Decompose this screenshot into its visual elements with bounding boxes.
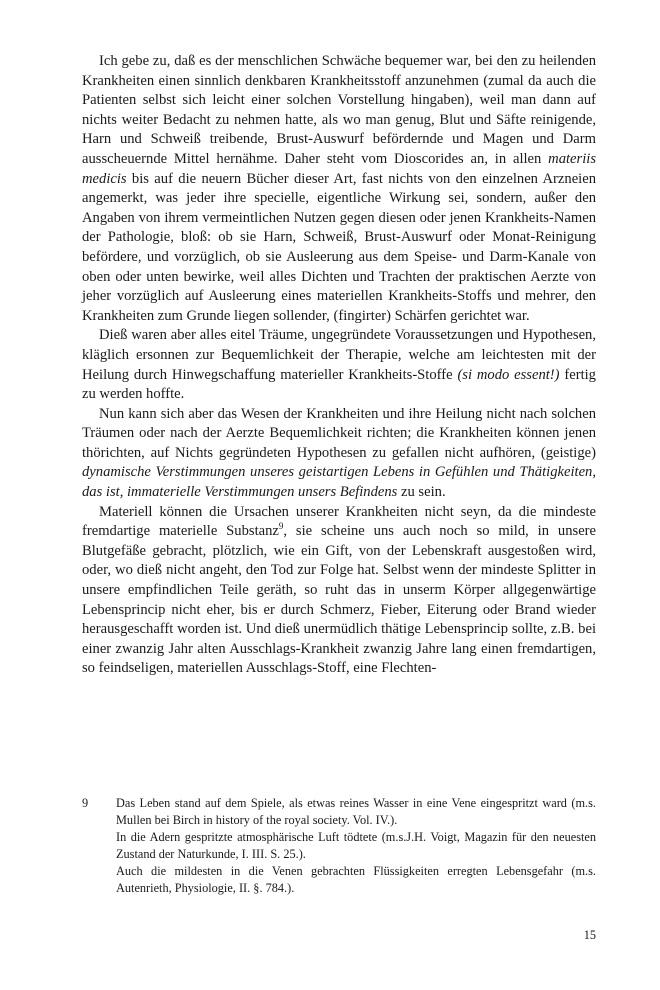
footnote-line-1: Das Leben stand auf dem Spiele, als etwas reines Wasser in eine Vene eingespritzt ward (m.s. Mullen bei Birch in history of the royal society. Vol. IV.). [116, 796, 596, 827]
page-number: 15 [583, 928, 596, 942]
paragraph-4-text-b: , sie scheine uns auch noch so mild, in unsere Blutgefäße gebracht, plötzlich, wie ein Gift, von der Lebenskraft ausgestoßen wird, oder, wo dieß nicht angeht, den Tod zur Folge hat. Selbst wenn der mindeste Splitter in unsere empfindlichen Teile geräth, so ruht das in unserm Körper allgegenwärtige Lebensprincip nicht eher, bis er durch Schmerz, Fieber, Eiterung oder Brand wieder herausgeschafft worden ist. Und dieß unermüdlich thätige Lebensprincip sollte, z.B. bei einer zwanzig Jahr alten Ausschlags-Krankheit zwanzig Jahre lang einen fremdartigen, so feindseligen, materiellen Ausschlags-Stoff, eine Flechten- [82, 523, 597, 677]
footnote-9 [82, 795, 596, 897]
paragraph-2 [82, 326, 596, 404]
paragraph-2-italic: (si modo essent!) [457, 366, 560, 383]
paragraph-3-italic: dynamische Verstimmungen unseres geistartigen Lebens in Gefühlen und Thätigkeiten, das ist, immaterielle Verstimmungen unsers Befindens [82, 464, 596, 501]
main-text [82, 52, 596, 679]
footnote-body [116, 795, 596, 897]
paragraph-2-text-a: Dieß waren aber alles eitel Träume, ungegründete Voraussetzungen und Hypothesen, kläglich ersonnen zur Bequemlichkeit der Therapie, welche am leichtesten mit der Heilung durch Hinwegschaffung materieller Krankheits-Stoffe [82, 327, 596, 383]
paragraph-1-italic: materiis medicis [82, 150, 596, 187]
paragraph-1-text-b: bis auf die neuern Bücher dieser Art, fast nichts von den einzelnen Arzneien angemerkt, was jeder ihre specielle, eigentliche Wirkung sei, sondern, außer den Angaben von ihrem vermeintlichen Nutzen gegen diesen oder jenen Krankheits-Namen der Pathologie, bloß: ob sie Harn, Schweiß, Brust-Auswurf oder Monat-Reinigung befördere, und vorzüglich, ob sie Ausleerung aus dem Speise- und Darm-Kanale von oben oder unten bewirke, weil alles Dichten und Trachten der praktischen Aerzte von jeher vorzüglich auf Ausleerung eines materiellen Krankheits-Stoffs und mehrer, den Krankheiten zum Grunde liegen sollender, (fingirter) Schärfen gerichtet war. [82, 170, 596, 324]
footnote-line-3: Auch die mildesten in die Venen gebrachten Flüssigkeiten erregten Lebensgefahr (m.s. Autenrieth, Physiologie, II. §. 784.). [116, 864, 596, 895]
paragraph-3-text-b: zu sein. [397, 484, 446, 501]
paragraph-3-text-a: Nun kann sich aber das Wesen der Krankheiten und ihre Heilung nicht nach solchen Träumen oder nach der Aerzte Bequemlichkeit richten; die Krankheiten können jenen thörichten, auf Nichts gegründeten Hypothesen zu gefallen nicht aufhören, (geistige) [82, 405, 596, 461]
footnote-reference-9: 9 [278, 521, 284, 532]
paragraph-3 [82, 405, 596, 503]
paragraph-1-text-a: Ich gebe zu, daß es der menschlichen Schwäche bequemer war, bei den zu heilenden Krankheiten einen sinnlich denkbaren Krankheitsstoff anzunehmen (zumal da auch die Patienten selbst sich leicht einer solchen Vorstellung hingaben), weil man dann auf nichts weiter Bedacht zu nehmen hatte, als wo man genug, Blut und Säfte reinigende, Harn und Schweiß treibende, Brust-Auswurf befördernde und Magen und Darm ausscheuernde Mittel hernähme. Daher steht vom Dioscorides an, in allen [82, 53, 596, 167]
paragraph-1 [82, 52, 596, 326]
footnote-number: 9 [82, 796, 89, 810]
paragraph-2-text-b: fertig zu werden hoffte. [82, 366, 596, 403]
paragraph-4-text-a: Materiell können die Ursachen unserer Krankheiten nicht seyn, da die mindeste fremdartige materielle Substanz [82, 503, 596, 540]
paragraph-4 [82, 503, 596, 679]
footnote-line-2: In die Adern gespritzte atmosphärische Luft tödtete (m.s.J.H. Voigt, Magazin für den neuesten Zustand der Naturkunde, I. III. S. 25.). [116, 830, 596, 861]
